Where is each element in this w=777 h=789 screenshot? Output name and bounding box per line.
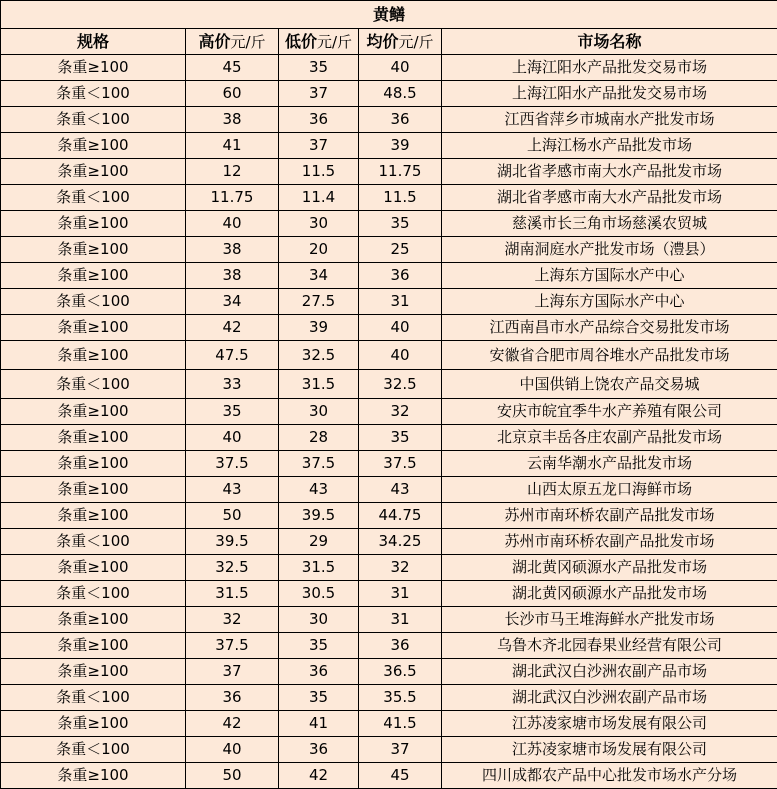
cell-market: 湖北省孝感市南大水产品批发市场 bbox=[442, 185, 777, 211]
cell-avg: 31 bbox=[359, 289, 442, 315]
cell-spec: 条重≥100 bbox=[1, 607, 186, 633]
cell-spec: 条重≥100 bbox=[1, 555, 186, 581]
cell-high: 50 bbox=[186, 503, 279, 529]
cell-high: 32.5 bbox=[186, 555, 279, 581]
cell-low: 43 bbox=[279, 477, 359, 503]
cell-low: 27.5 bbox=[279, 289, 359, 315]
cell-market: 山西太原五龙口海鲜市场 bbox=[442, 477, 777, 503]
cell-market: 上海江阳水产品批发交易市场 bbox=[442, 81, 777, 107]
cell-avg: 25 bbox=[359, 237, 442, 263]
cell-low: 30 bbox=[279, 607, 359, 633]
cell-high: 33 bbox=[186, 370, 279, 399]
cell-market: 湖北黄冈硕源水产品批发市场 bbox=[442, 555, 777, 581]
cell-low: 11.5 bbox=[279, 159, 359, 185]
cell-low: 35 bbox=[279, 55, 359, 81]
cell-high: 38 bbox=[186, 107, 279, 133]
table-row bbox=[1, 529, 777, 555]
cell-spec: 条重≥100 bbox=[1, 211, 186, 237]
cell-spec: 条重＜100 bbox=[1, 81, 186, 107]
cell-high: 39.5 bbox=[186, 529, 279, 555]
table-row bbox=[1, 737, 777, 763]
table-row bbox=[1, 341, 777, 370]
cell-market: 北京京丰岳各庄农副产品批发市场 bbox=[442, 425, 777, 451]
cell-market: 江苏凌家塘市场发展有限公司 bbox=[442, 737, 777, 763]
cell-low: 36 bbox=[279, 107, 359, 133]
cell-avg: 36.5 bbox=[359, 659, 442, 685]
table-row bbox=[1, 185, 777, 211]
cell-spec: 条重＜100 bbox=[1, 581, 186, 607]
cell-avg: 32 bbox=[359, 399, 442, 425]
cell-market: 慈溪市长三角市场慈溪农贸城 bbox=[442, 211, 777, 237]
table-body bbox=[1, 55, 777, 789]
cell-spec: 条重＜100 bbox=[1, 107, 186, 133]
table-row bbox=[1, 107, 777, 133]
header-avg bbox=[359, 29, 442, 55]
cell-low: 30 bbox=[279, 399, 359, 425]
table-title: 黄鳝 bbox=[1, 1, 777, 29]
table-row bbox=[1, 159, 777, 185]
table-row bbox=[1, 263, 777, 289]
table-row bbox=[1, 607, 777, 633]
cell-high: 11.75 bbox=[186, 185, 279, 211]
header-high bbox=[186, 29, 279, 55]
table-row bbox=[1, 711, 777, 737]
cell-spec: 条重≥100 bbox=[1, 133, 186, 159]
cell-spec: 条重≥100 bbox=[1, 659, 186, 685]
cell-avg: 34.25 bbox=[359, 529, 442, 555]
cell-low: 42 bbox=[279, 763, 359, 789]
cell-low: 31.5 bbox=[279, 555, 359, 581]
cell-spec: 条重≥100 bbox=[1, 451, 186, 477]
cell-spec: 条重＜100 bbox=[1, 370, 186, 399]
cell-low: 34 bbox=[279, 263, 359, 289]
cell-spec: 条重≥100 bbox=[1, 633, 186, 659]
table-row bbox=[1, 399, 777, 425]
cell-avg: 40 bbox=[359, 315, 442, 341]
cell-low: 41 bbox=[279, 711, 359, 737]
cell-high: 42 bbox=[186, 711, 279, 737]
table-row bbox=[1, 451, 777, 477]
cell-avg: 31 bbox=[359, 581, 442, 607]
cell-market: 云南华潮水产品批发市场 bbox=[442, 451, 777, 477]
table-row bbox=[1, 133, 777, 159]
cell-high: 37.5 bbox=[186, 451, 279, 477]
cell-market: 湖南洞庭水产批发市场（澧县） bbox=[442, 237, 777, 263]
table-row bbox=[1, 211, 777, 237]
cell-market: 湖北省孝感市南大水产品批发市场 bbox=[442, 159, 777, 185]
table-row bbox=[1, 477, 777, 503]
cell-market: 湖北黄冈硕源水产品批发市场 bbox=[442, 581, 777, 607]
table-row bbox=[1, 237, 777, 263]
cell-low: 39.5 bbox=[279, 503, 359, 529]
cell-avg: 36 bbox=[359, 263, 442, 289]
cell-spec: 条重≥100 bbox=[1, 263, 186, 289]
cell-avg: 39 bbox=[359, 133, 442, 159]
cell-spec: 条重＜100 bbox=[1, 185, 186, 211]
cell-market: 上海东方国际水产中心 bbox=[442, 289, 777, 315]
cell-low: 36 bbox=[279, 737, 359, 763]
table-row bbox=[1, 425, 777, 451]
cell-market: 乌鲁木齐北园春果业经营有限公司 bbox=[442, 633, 777, 659]
header-low bbox=[279, 29, 359, 55]
cell-low: 37 bbox=[279, 81, 359, 107]
cell-low: 28 bbox=[279, 425, 359, 451]
cell-high: 43 bbox=[186, 477, 279, 503]
cell-high: 41 bbox=[186, 133, 279, 159]
cell-high: 40 bbox=[186, 737, 279, 763]
cell-high: 45 bbox=[186, 55, 279, 81]
cell-spec: 条重≥100 bbox=[1, 425, 186, 451]
header-avg-unit: 元/斤 bbox=[398, 33, 433, 51]
cell-high: 38 bbox=[186, 237, 279, 263]
cell-market: 四川成都农产品中心批发市场水产分场 bbox=[442, 763, 777, 789]
cell-avg: 44.75 bbox=[359, 503, 442, 529]
cell-spec: 条重≥100 bbox=[1, 55, 186, 81]
cell-spec: 条重≥100 bbox=[1, 477, 186, 503]
cell-avg: 35 bbox=[359, 211, 442, 237]
cell-low: 35 bbox=[279, 633, 359, 659]
header-spec-label: 规格 bbox=[77, 32, 109, 51]
cell-spec: 条重≥100 bbox=[1, 159, 186, 185]
cell-high: 12 bbox=[186, 159, 279, 185]
cell-avg: 43 bbox=[359, 477, 442, 503]
cell-high: 38 bbox=[186, 263, 279, 289]
cell-spec: 条重≥100 bbox=[1, 711, 186, 737]
cell-spec: 条重≥100 bbox=[1, 341, 186, 370]
cell-spec: 条重≥100 bbox=[1, 763, 186, 789]
cell-avg: 37 bbox=[359, 737, 442, 763]
cell-market: 上海江阳水产品批发交易市场 bbox=[442, 55, 777, 81]
table-row bbox=[1, 555, 777, 581]
header-high-label: 高价 bbox=[198, 32, 230, 51]
cell-avg: 36 bbox=[359, 633, 442, 659]
cell-high: 34 bbox=[186, 289, 279, 315]
cell-high: 42 bbox=[186, 315, 279, 341]
cell-spec: 条重≥100 bbox=[1, 503, 186, 529]
cell-high: 40 bbox=[186, 211, 279, 237]
cell-market: 苏州市南环桥农副产品批发市场 bbox=[442, 529, 777, 555]
cell-avg: 35 bbox=[359, 425, 442, 451]
cell-low: 37 bbox=[279, 133, 359, 159]
cell-avg: 36 bbox=[359, 107, 442, 133]
header-market bbox=[442, 29, 777, 55]
header-high-unit: 元/斤 bbox=[230, 33, 265, 51]
header-low-unit: 元/斤 bbox=[317, 33, 352, 51]
cell-low: 39 bbox=[279, 315, 359, 341]
table-row bbox=[1, 289, 777, 315]
cell-high: 31.5 bbox=[186, 581, 279, 607]
cell-market: 上海江杨水产品批发市场 bbox=[442, 133, 777, 159]
cell-avg: 40 bbox=[359, 341, 442, 370]
cell-avg: 32 bbox=[359, 555, 442, 581]
cell-avg: 32.5 bbox=[359, 370, 442, 399]
cell-market: 湖北武汉白沙洲农副产品市场 bbox=[442, 685, 777, 711]
cell-low: 35 bbox=[279, 685, 359, 711]
cell-market: 中国供销上饶农产品交易城 bbox=[442, 370, 777, 399]
cell-low: 11.4 bbox=[279, 185, 359, 211]
title-row bbox=[1, 1, 777, 29]
cell-high: 35 bbox=[186, 399, 279, 425]
cell-high: 32 bbox=[186, 607, 279, 633]
table-row bbox=[1, 315, 777, 341]
cell-market: 苏州市南环桥农副产品批发市场 bbox=[442, 503, 777, 529]
cell-low: 29 bbox=[279, 529, 359, 555]
cell-avg: 11.75 bbox=[359, 159, 442, 185]
cell-high: 37 bbox=[186, 659, 279, 685]
cell-avg: 48.5 bbox=[359, 81, 442, 107]
cell-market: 上海东方国际水产中心 bbox=[442, 263, 777, 289]
header-row bbox=[1, 29, 777, 55]
table-row bbox=[1, 685, 777, 711]
table-row bbox=[1, 55, 777, 81]
cell-spec: 条重＜100 bbox=[1, 737, 186, 763]
header-low-label: 低价 bbox=[285, 32, 317, 51]
header-market-label: 市场名称 bbox=[578, 32, 642, 51]
cell-market: 湖北武汉白沙洲农副产品市场 bbox=[442, 659, 777, 685]
cell-market: 安庆市皖宜季牛水产养殖有限公司 bbox=[442, 399, 777, 425]
cell-spec: 条重≥100 bbox=[1, 237, 186, 263]
table-row bbox=[1, 659, 777, 685]
cell-low: 30 bbox=[279, 211, 359, 237]
cell-high: 50 bbox=[186, 763, 279, 789]
cell-avg: 11.5 bbox=[359, 185, 442, 211]
cell-high: 40 bbox=[186, 425, 279, 451]
header-avg-label: 均价 bbox=[366, 32, 398, 51]
cell-market: 长沙市马王堆海鲜水产批发市场 bbox=[442, 607, 777, 633]
cell-low: 31.5 bbox=[279, 370, 359, 399]
cell-spec: 条重≥100 bbox=[1, 315, 186, 341]
cell-market: 江西南昌市水产品综合交易批发市场 bbox=[442, 315, 777, 341]
cell-spec: 条重＜100 bbox=[1, 685, 186, 711]
cell-high: 37.5 bbox=[186, 633, 279, 659]
cell-market: 江西省萍乡市城南水产批发市场 bbox=[442, 107, 777, 133]
cell-spec: 条重＜100 bbox=[1, 289, 186, 315]
cell-spec: 条重＜100 bbox=[1, 529, 186, 555]
table-row bbox=[1, 633, 777, 659]
cell-high: 36 bbox=[186, 685, 279, 711]
cell-avg: 40 bbox=[359, 55, 442, 81]
table-row bbox=[1, 503, 777, 529]
table-row bbox=[1, 581, 777, 607]
cell-market: 江苏凌家塘市场发展有限公司 bbox=[442, 711, 777, 737]
cell-avg: 37.5 bbox=[359, 451, 442, 477]
cell-avg: 35.5 bbox=[359, 685, 442, 711]
header-spec bbox=[1, 29, 186, 55]
cell-low: 36 bbox=[279, 659, 359, 685]
cell-low: 30.5 bbox=[279, 581, 359, 607]
cell-avg: 45 bbox=[359, 763, 442, 789]
table-row bbox=[1, 81, 777, 107]
cell-avg: 31 bbox=[359, 607, 442, 633]
cell-high: 47.5 bbox=[186, 341, 279, 370]
cell-high: 60 bbox=[186, 81, 279, 107]
cell-low: 37.5 bbox=[279, 451, 359, 477]
cell-avg: 41.5 bbox=[359, 711, 442, 737]
cell-spec: 条重≥100 bbox=[1, 399, 186, 425]
cell-low: 20 bbox=[279, 237, 359, 263]
table-row bbox=[1, 370, 777, 399]
cell-market: 安徽省合肥市周谷堆水产品批发市场 bbox=[442, 341, 777, 370]
cell-low: 32.5 bbox=[279, 341, 359, 370]
